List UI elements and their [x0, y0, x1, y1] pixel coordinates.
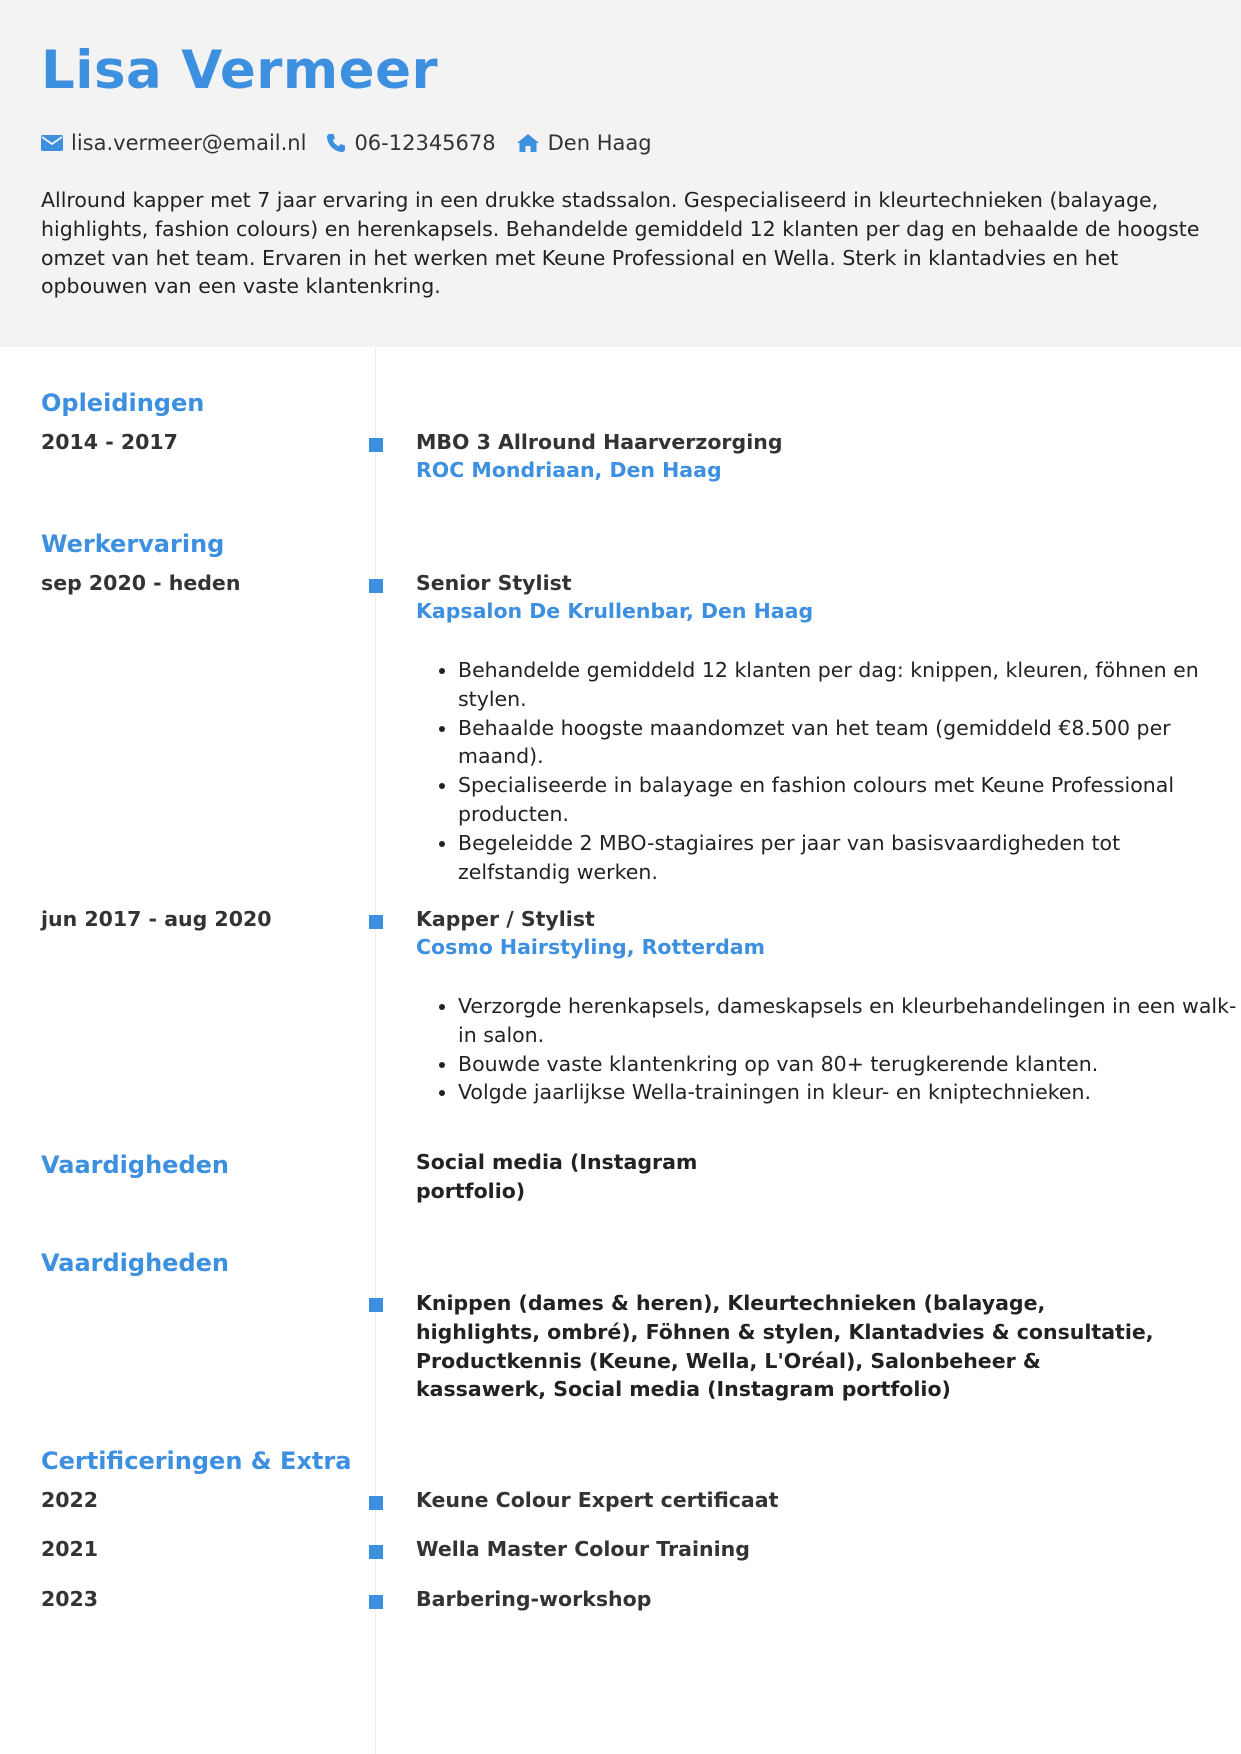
- home-icon: [516, 133, 540, 153]
- timeline-divider: [375, 347, 376, 1754]
- candidate-name: Lisa Vermeer: [41, 40, 439, 101]
- list-item: • Volgde jaarlijkse Wella-trainingen in kleur- en kniptechnieken.: [458, 1078, 1238, 1107]
- education-school: ROC Mondriaan, Den Haag: [416, 458, 722, 482]
- certification-year: 2023: [41, 1587, 99, 1611]
- certification-year: 2021: [41, 1537, 99, 1561]
- skills-text: Social media (Instagram portfolio): [416, 1150, 698, 1203]
- city-text: Den Haag: [547, 131, 652, 155]
- phone-icon: [326, 133, 346, 153]
- timeline-marker: [369, 438, 383, 452]
- experience-company: Cosmo Hairstyling, Rotterdam: [416, 935, 766, 959]
- experience-company: Kapsalon De Krullenbar, Den Haag: [416, 599, 814, 623]
- header-section: [0, 0, 1241, 347]
- list-item: • Bouwde vaste klantenkring op van 80+ terugkerende klanten.: [458, 1050, 1238, 1079]
- experience-date: jun 2017 - aug 2020: [41, 907, 272, 931]
- contact-city: [516, 131, 652, 155]
- section-title-education: Opleidingen: [41, 389, 205, 417]
- timeline-marker: [369, 1298, 383, 1312]
- contact-row: [41, 129, 672, 157]
- experience-role: Kapper / Stylist: [416, 907, 595, 931]
- timeline-marker: [369, 579, 383, 593]
- section-title-certifications: Certificeringen & Extra: [41, 1447, 352, 1475]
- phone-text: 06-12345678: [354, 131, 496, 155]
- list-item: • Verzorgde herenkapsels, dameskapsels en kleurbehandelingen in een walk-in salon.: [458, 992, 1238, 1050]
- envelope-icon: [41, 135, 63, 151]
- education-date: 2014 - 2017: [41, 430, 178, 454]
- timeline-marker: [369, 1545, 383, 1559]
- timeline-marker: [369, 1496, 383, 1510]
- timeline-marker: [369, 915, 383, 929]
- certification-name: Barbering-workshop: [416, 1587, 652, 1611]
- list-item: • Begeleidde 2 MBO-stagiaires per jaar van basisvaardigheden tot zelfstandig werken.: [458, 829, 1238, 887]
- experience-bullets: [416, 656, 1238, 886]
- profile-summary: Allround kapper met 7 jaar ervaring in een drukke stadssalon. Gespecialiseerd in kleurtechnieken (balayage, highlights, fashion colours) en herenkapsels. Behandelde gemiddeld 12 klanten per dag en behaalde de hoogste omzet van het team. Ervaren in het werken met Keune Professional en Wella. Sterk in klantadvies en het opbouwen van een vaste klantenkring.: [41, 188, 1200, 299]
- list-item: • Behaalde hoogste maandomzet van het team (gemiddeld €8.500 per maand).: [458, 714, 1238, 772]
- section-title-skills: Vaardigheden: [41, 1249, 229, 1277]
- certification-name: Keune Colour Expert certificaat: [416, 1488, 779, 1512]
- list-item: • Specialiseerde in balayage en fashion colours met Keune Professional producten.: [458, 771, 1238, 829]
- education-degree: MBO 3 Allround Haarverzorging: [416, 430, 783, 454]
- certification-name: Wella Master Colour Training: [416, 1537, 750, 1561]
- email-text: lisa.vermeer@email.nl: [71, 131, 307, 155]
- certification-year: 2022: [41, 1488, 99, 1512]
- list-item: • Behandelde gemiddeld 12 klanten per dag: knippen, kleuren, föhnen en stylen.: [458, 656, 1238, 714]
- contact-phone: [326, 131, 495, 155]
- contact-email: [41, 131, 306, 155]
- skills-text: Knippen (dames & heren), Kleurtechnieken (balayage, highlights, ombré), Föhnen & stylen, Klantadvies & consultatie, Productkennis (Keune, Wella, L'Oréal), Salonbeheer & kassawerk, Social media (Instagram portfolio): [416, 1291, 1154, 1402]
- section-title-experience: Werkervaring: [41, 530, 225, 558]
- experience-role: Senior Stylist: [416, 571, 572, 595]
- experience-bullets: [416, 992, 1238, 1107]
- experience-date: sep 2020 - heden: [41, 571, 241, 595]
- section-title-skills: Vaardigheden: [41, 1151, 229, 1179]
- timeline-marker: [369, 1595, 383, 1609]
